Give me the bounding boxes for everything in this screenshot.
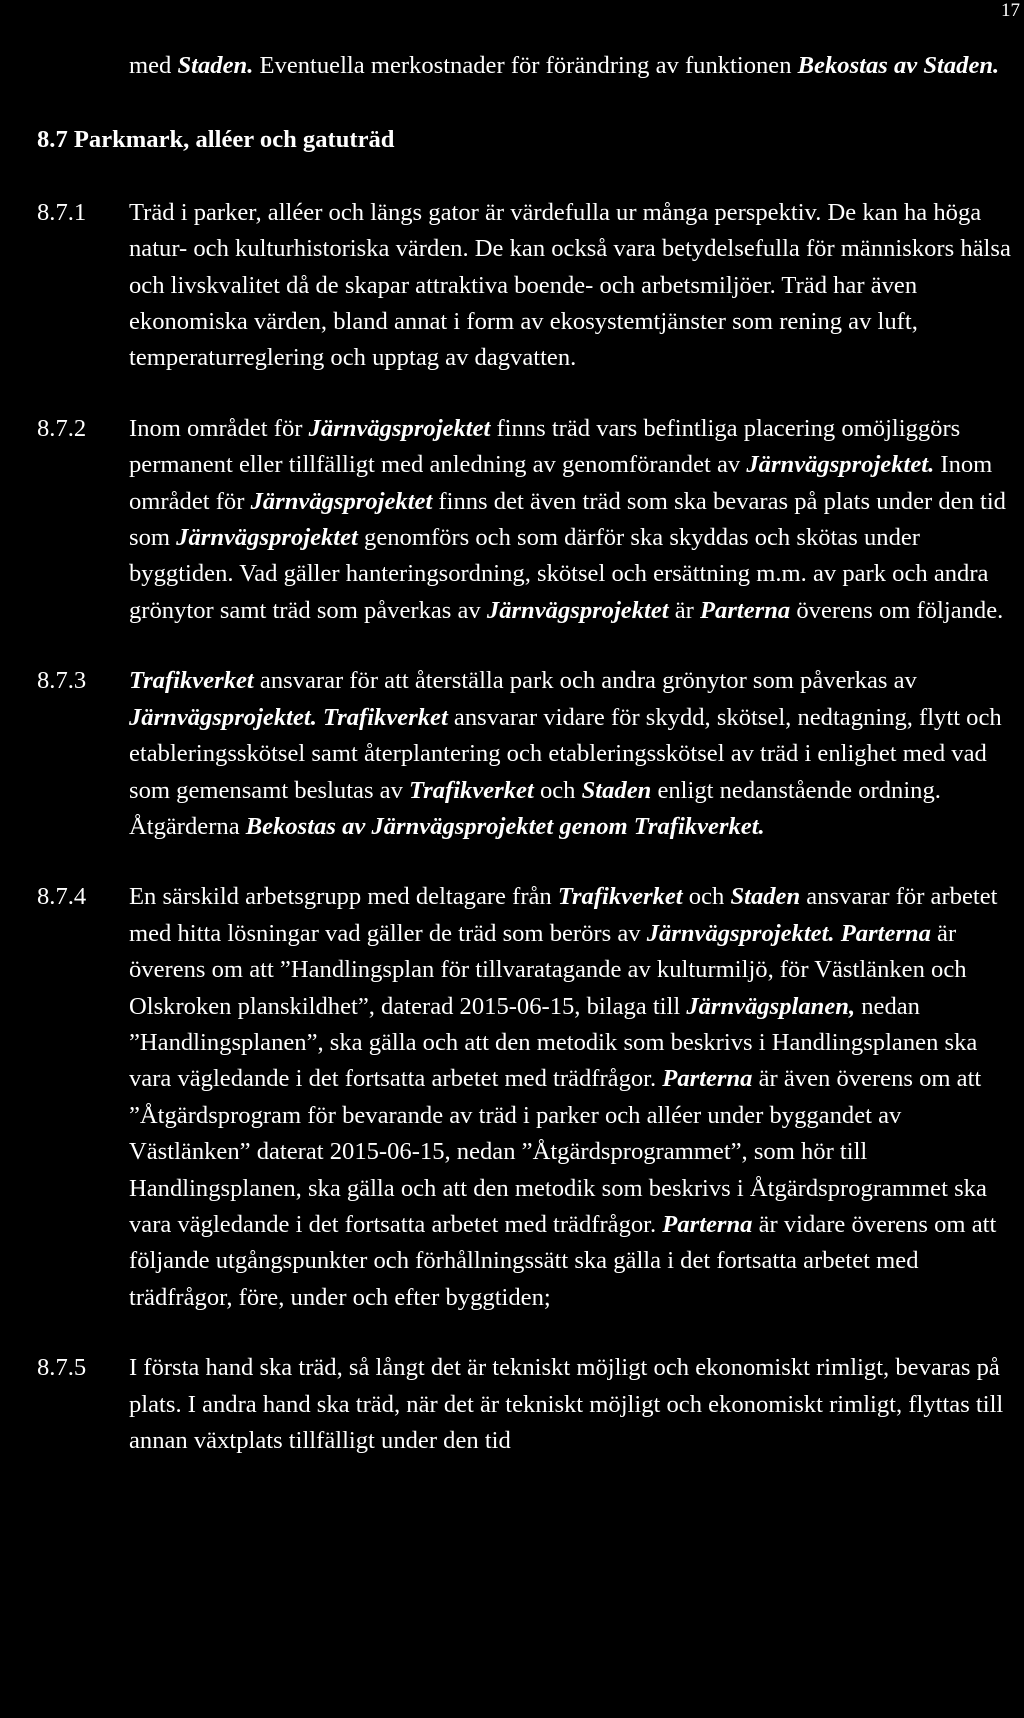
emphasis-term: Järnvägsprojektet xyxy=(250,487,433,515)
section-number: 8.7.3 xyxy=(37,667,87,695)
text-run: med xyxy=(129,52,178,79)
text-run: ansvarar för att återställa park och andra grönytor som påverkas av xyxy=(253,667,917,695)
text-run: är överens om att ”Handlingsplan för tillvaratagande av kulturmiljö, för Västlänken och Olskroken planskildhet”, daterad 2015-06-15, bilaga till xyxy=(129,919,967,1020)
text-run: enligt nedanstående ordning. Åtgärderna xyxy=(129,776,941,840)
text-run: finns det även träd som ska bevaras på plats under den tid som xyxy=(129,487,1006,552)
section-number: 8.7.2 xyxy=(37,414,87,442)
emphasis-term: Järnvägsprojektet. xyxy=(129,703,317,731)
emphasis-term: Järnvägsplanen, xyxy=(686,992,856,1020)
text-run: En särskild arbetsgrupp med deltagare från xyxy=(129,883,558,911)
text-run: är xyxy=(668,596,701,624)
section-8-7-2 xyxy=(0,411,1024,629)
text-run: är vidare överens om att följande utgångspunkter och förhållningssätt ska gälla i det fortsatta arbetet med trädfrågor, före, under och efter byggtiden; xyxy=(129,1210,997,1311)
text-run: överens om följande. xyxy=(790,596,1004,624)
text-run: I första hand ska träd, så långt det är tekniskt möjligt och ekonomiskt rimligt, bevaras på plats. I andra hand ska träd, när det är tekniskt möjligt och ekonomiskt rimligt, flyttas till annan växtplats tillfälligt under den tid xyxy=(129,1354,1004,1454)
text-run: finns träd vars befintliga placering omöjliggörs permanent eller tillfälligt med anledning av genomförandet av xyxy=(129,414,961,479)
section-number: 8.7.1 xyxy=(37,198,87,226)
section-body xyxy=(129,1350,1017,1459)
text-run: nedan ”Handlingsplanen”, ska gälla och att den metodik som beskrivs i Handlingsplanen ska vara vägledande i det fortsatta arbetet med trädfrågor. xyxy=(129,992,978,1093)
emphasis-term: Järnvägsprojektet xyxy=(308,414,491,442)
text-run: Inom området för xyxy=(129,451,993,515)
emphasis-term: Järnvägsprojektet. xyxy=(746,451,935,479)
emphasis-term: Staden xyxy=(730,883,801,911)
emphasis-term: Trafikverket xyxy=(557,883,683,911)
section-8-7-1 xyxy=(0,195,1024,377)
text-run: är även överens om att ”Åtgärdsprogram för bevarande av träd i parker och alléer under byggandet av Västlänken” daterat 2015-06-15, nedan ”Åtgärdsprogrammet”, som hör till Handlingsplanen, ska gälla och att den metodik som beskrivs i Åtgärdsprogrammet ska vara vägledande i det fortsatta arbetet med trädfrågor. xyxy=(129,1065,987,1238)
document-body xyxy=(0,48,1024,1459)
text-run: genomförs och som därför ska skyddas och skötas under byggtiden. Vad gäller hanteringsordning, skötsel och ersättning m.m. av park och andra grönytor samt träd som påverkas av xyxy=(129,524,989,624)
intro-paragraph xyxy=(129,48,1019,84)
section-body xyxy=(129,411,1017,629)
emphasis-term: Bekostas av Staden. xyxy=(797,52,1000,79)
section-body xyxy=(129,195,1017,377)
emphasis-term: Staden. xyxy=(177,52,254,79)
section-8-7-3 xyxy=(0,663,1024,845)
emphasis-term: Järnvägsprojektet xyxy=(486,596,669,624)
emphasis-term: Järnvägsprojektet. xyxy=(646,919,835,947)
emphasis-term: Trafikverket xyxy=(323,703,448,731)
emphasis-term: Parterna xyxy=(662,1065,753,1093)
section-body xyxy=(129,663,1017,845)
page-number: 17 xyxy=(1001,0,1020,21)
text-run: och xyxy=(533,776,582,804)
emphasis-term: Staden xyxy=(581,776,652,804)
emphasis-term: Parterna xyxy=(700,596,791,624)
text-run: ansvarar för arbetet med hitta lösningar vad gäller de träd som berörs av xyxy=(129,883,998,947)
text-run: och xyxy=(682,883,731,911)
emphasis-term: Parterna xyxy=(840,919,931,947)
text-run: ansvarar vidare för skydd, skötsel, nedtagning, flytt och etableringsskötsel samt återplantering och etableringsskötsel av träd i enlighet med vad som gemensamt beslutas av xyxy=(129,703,1002,804)
section-number: 8.7.5 xyxy=(37,1354,87,1382)
emphasis-term: Bekostas av Järnvägsprojektet genom Trafikverket. xyxy=(245,812,765,840)
emphasis-term: Trafikverket xyxy=(129,667,254,695)
emphasis-term: Järnvägsprojektet xyxy=(176,524,358,552)
text-run: Inom området för xyxy=(129,414,309,442)
section-body xyxy=(129,879,1017,1316)
section-8-7-5 xyxy=(0,1350,1024,1459)
section-number: 8.7.4 xyxy=(37,883,87,911)
section-8-7-4 xyxy=(0,879,1024,1316)
emphasis-term: Parterna xyxy=(662,1210,753,1238)
text-run: Eventuella merkostnader för förändring av funktionen xyxy=(253,52,798,79)
text-run: Träd i parker, alléer och längs gator är värdefulla ur många perspektiv. De kan ha höga natur- och kulturhistoriska värden. De kan också vara betydelsefulla för människors hälsa och livskvalitet då de skapar attraktiva boende- och arbetsmiljöer. Träd har även ekonomiska värden, bland annat i form av ekosystemtjänster som rening av luft, temperaturreglering och upptag av dagvatten. xyxy=(129,198,1011,372)
emphasis-term: Trafikverket xyxy=(409,776,534,804)
section-heading: 8.7 Parkmark, alléer och gatuträd xyxy=(37,126,395,154)
